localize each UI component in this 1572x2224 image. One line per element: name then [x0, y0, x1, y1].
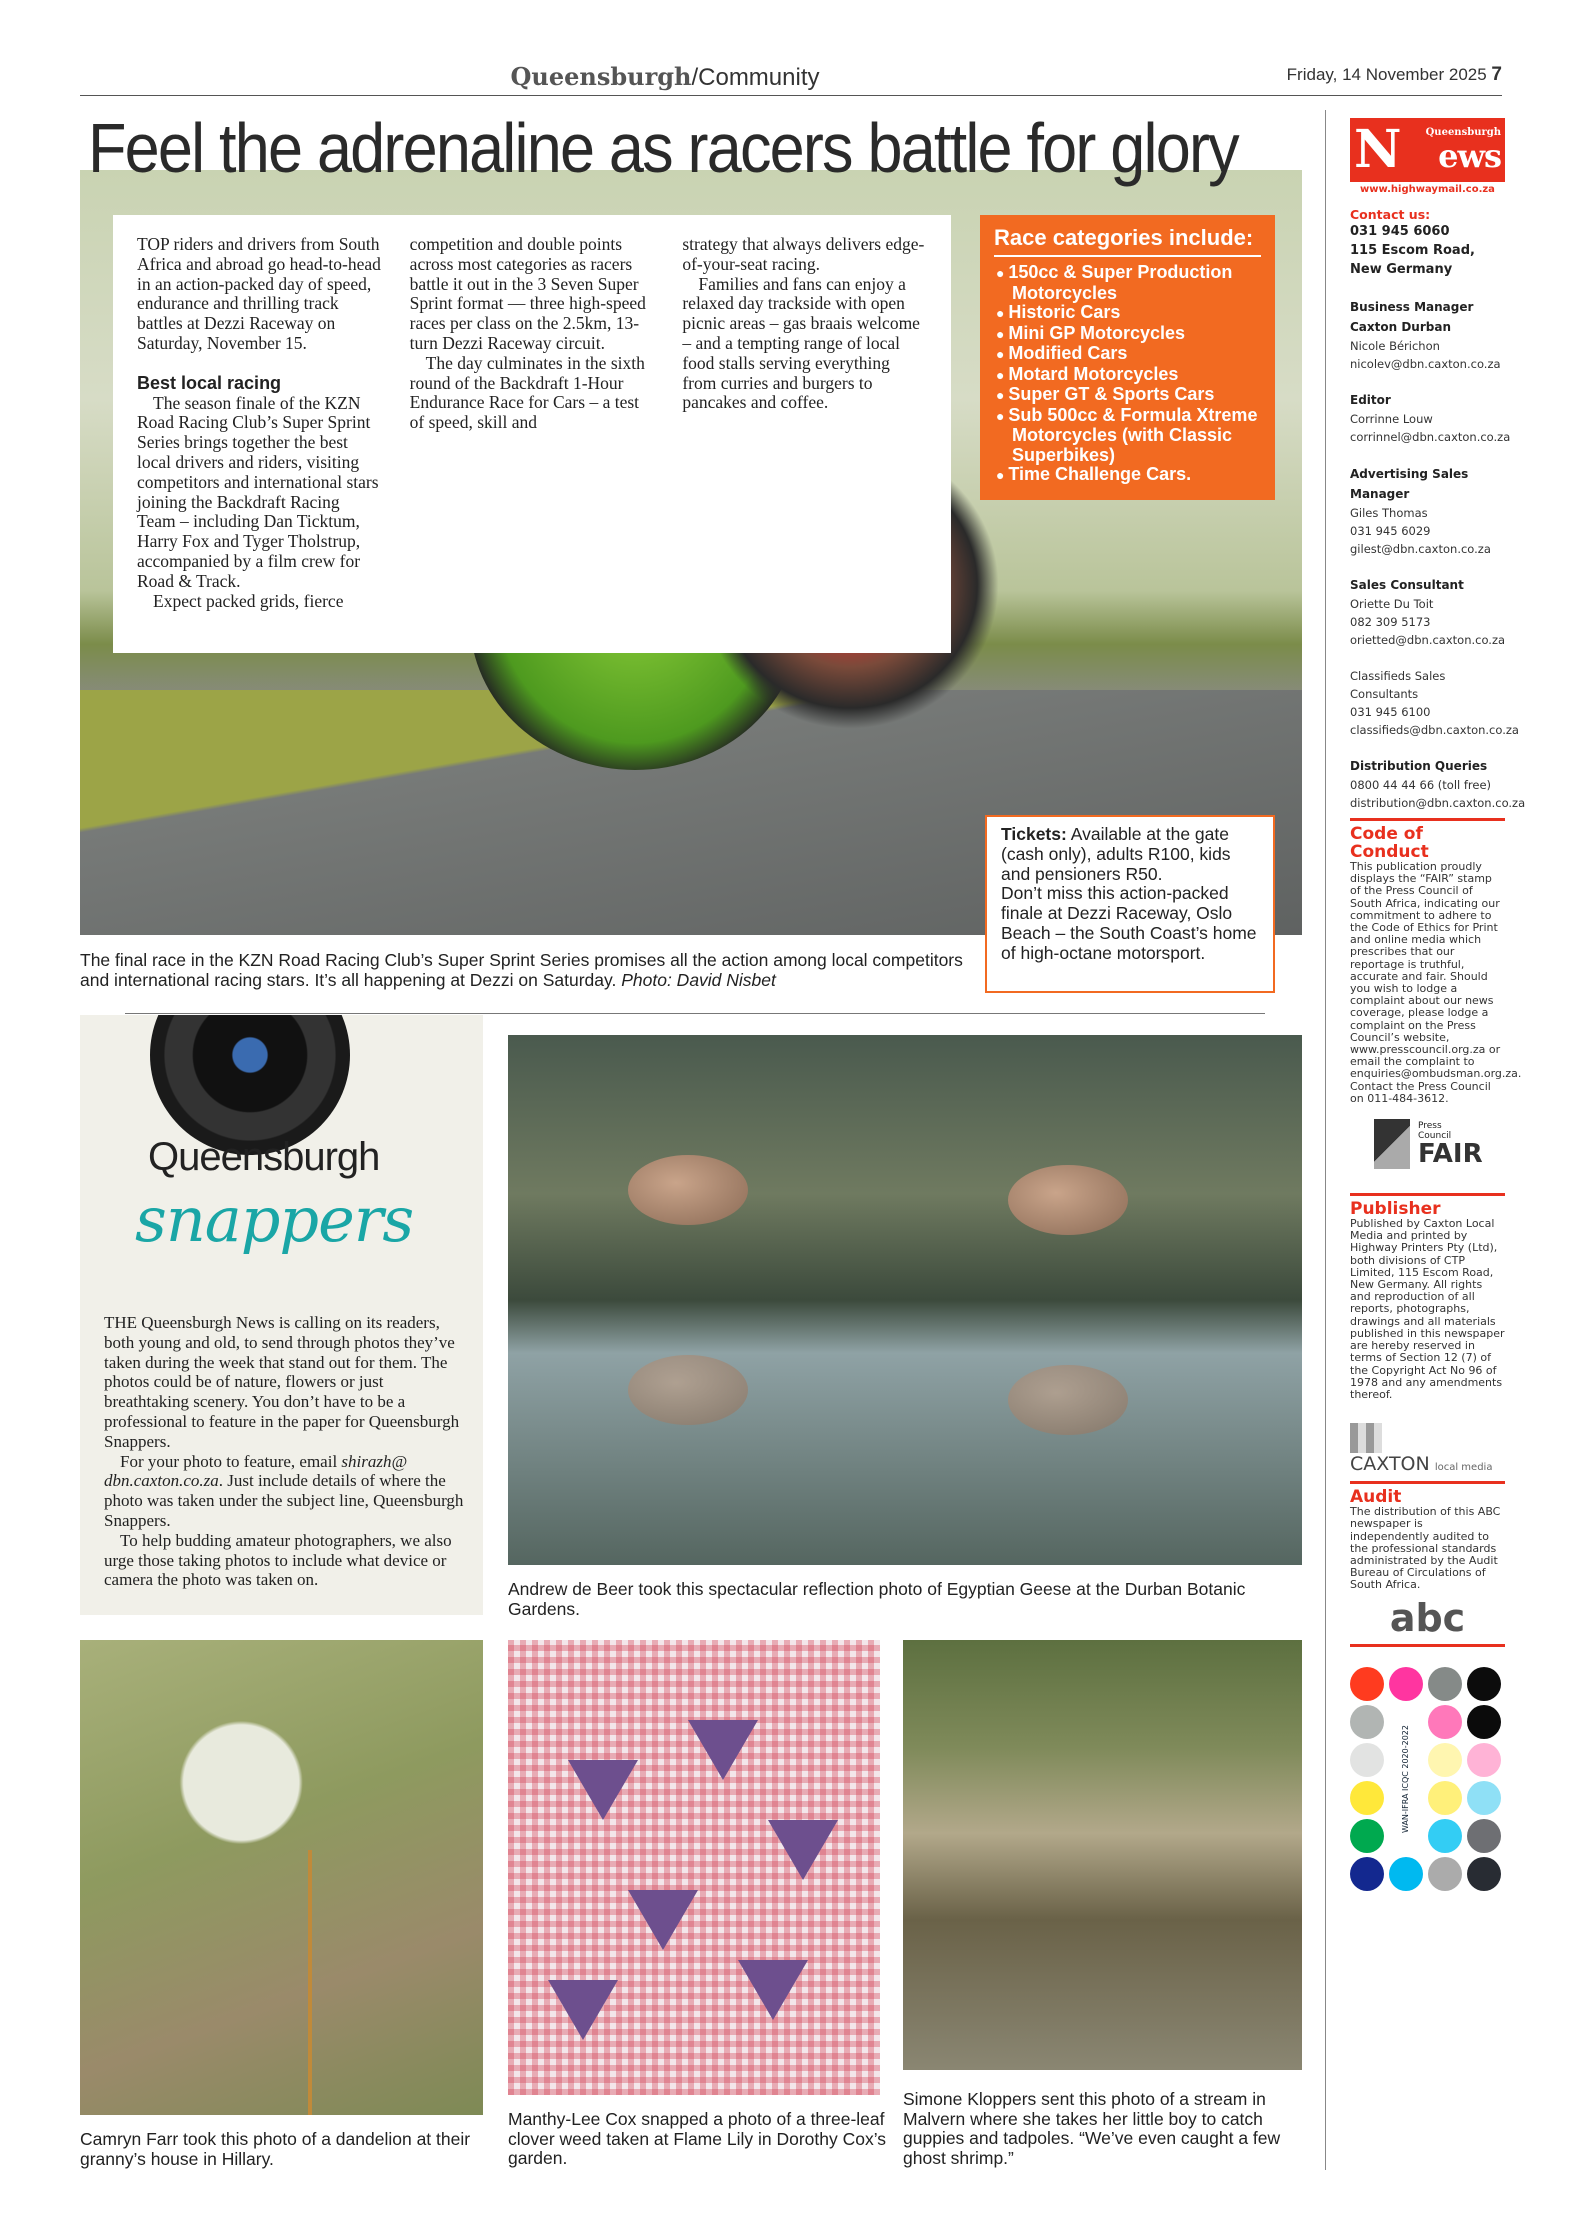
main-photo-caption — [80, 950, 980, 990]
staff-line: 082 309 5173 — [1350, 615, 1431, 629]
headline: Feel the adrenaline as racers battle for glory — [88, 109, 1238, 187]
paragraph: THE Queensburgh News is calling on its readers, both young and old, to send through photos they’ve taken during the week that stand out for them. The photos could be of nature, flowers or just breathtaking scenery. You don’t have to be a professional to feature in the paper for Queensburgh Snappers. — [104, 1313, 460, 1451]
staff-line: gilest@dbn.caxton.co.za — [1350, 542, 1491, 556]
race-categories-box — [980, 215, 1275, 500]
colour-swatch — [1428, 1667, 1462, 1701]
tickets-label: Tickets: — [1001, 824, 1067, 844]
staff-line: Corrinne Louw — [1350, 412, 1433, 426]
colour-swatch — [1467, 1781, 1501, 1815]
colour-swatch — [1389, 1857, 1423, 1891]
audit-title: Audit — [1350, 1487, 1402, 1508]
fair-mark-icon — [1374, 1119, 1410, 1169]
staff-business-manager — [1350, 297, 1505, 373]
stream-caption: Simone Kloppers sent this photo of a stream in Malvern where she takes her little boy to catch guppies and tadpoles. “We’ve even caught a few ghost shrimp.” — [903, 2089, 1281, 2168]
logo-small: Queensburgh — [1425, 127, 1501, 138]
category-item: ● Motard Motorcycles — [994, 365, 1261, 386]
sidebar — [1350, 118, 1526, 1891]
paragraph: The season finale of the KZN Road Racing Club’s Super Sprint Series brings together the best local drivers and riders, visiting competitors and international stars joining the Backdraft Racing Team – including Dan Ticktum, Harry Fox and Tyger Tholstrup, accompanied by a film crew for Road & Track. — [137, 392, 379, 591]
staff-line: 031 945 6029 — [1350, 524, 1431, 538]
staff-line: 0800 44 44 66 (toll free) — [1350, 778, 1492, 792]
press-council-fair-logo — [1350, 1105, 1505, 1187]
divider — [125, 1013, 1265, 1014]
snappers-title: Queensburgh — [148, 1135, 380, 1179]
section-rest: /Community — [691, 64, 820, 91]
text: For your photo to feature, email — [120, 1451, 342, 1471]
category-item: ● Super GT & Sports Cars — [994, 385, 1261, 406]
caption-text: The final race in the KZN Road Racing Club’s Super Sprint Series promises all the action among local competitors and international racing stars. It’s all happening at Dezzi on Saturday. — [80, 950, 963, 990]
category-item: ● Modified Cars — [994, 344, 1261, 365]
dandelion-photo — [80, 1640, 483, 2115]
subheading: Best local racing — [137, 372, 282, 393]
staff-line: Consultants — [1350, 687, 1419, 701]
colour-swatch — [1350, 1819, 1384, 1853]
publisher-title: Publisher — [1350, 1199, 1441, 1220]
snappers-body — [104, 1313, 464, 1590]
geese-photo — [508, 1035, 1302, 1565]
tickets-text: Available at the gate (cash only), adults R100, kids and pensioners R50. — [1001, 824, 1231, 884]
clover-caption: Manthy-Lee Cox snapped a photo of a three-leaf clover weed taken at Flame Lily in Dorothy Cox’s garden. — [508, 2109, 887, 2168]
categories-title: Race categories include: — [994, 225, 1261, 257]
conduct-title: Code of Conduct — [1350, 824, 1429, 862]
colour-swatch — [1467, 1819, 1501, 1853]
category-item: ● 150cc & Super Production Motorcycles — [994, 263, 1261, 303]
paragraph — [104, 1452, 464, 1531]
staff-line: nicolev@dbn.caxton.co.za — [1350, 357, 1501, 371]
colour-swatch — [1428, 1781, 1462, 1815]
colour-swatch — [1467, 1743, 1501, 1777]
red-rule — [1350, 1481, 1505, 1484]
category-item: ● Historic Cars — [994, 303, 1261, 324]
staff-line: corrinnel@dbn.caxton.co.za — [1350, 430, 1511, 444]
paragraph: competition and double points across most categories as racers battle it out in the 3 Seven Super Sprint format — three high-speed races per class on the 2.5km, 13-turn Dezzi Raceway circuit. — [409, 234, 646, 353]
caxton-logo — [1350, 1423, 1505, 1475]
website-link[interactable]: www.highwaymail.co.za — [1360, 184, 1495, 195]
paragraph: To help budding amateur photographers, we also urge those taking photos to include what device or camera the photo was taken on. — [104, 1530, 452, 1590]
colour-swatch — [1350, 1667, 1384, 1701]
staff-editor — [1350, 391, 1511, 446]
publisher-text: Published by Caxton Local Media and printed by Highway Printers Pty (Ltd), both divisions of CTP Limited, 115 Escom Road, New Germany. All rights and reproduction of all reports, photographs, drawings and all materials published in this newspaper are hereby reserved in terms of Section 12 (7) of the Copyright Act No 96 of 1978 and any amendments thereof. — [1350, 1217, 1505, 1401]
conduct-text: This publication proudly displays the “FAIR” stamp of the Press Council of South Africa, indicating our commitment to adhere to the Code of Ethics for Print and online media which prescribes that our reportage is truthful, accurate and fair. Should you wish to lodge a complaint about our news coverage, please lodge a complaint on the Press Council’s website, www.presscouncil.org.za or email the complaint to enquiries@ombudsman.org.za. Contact the Press Council on 011-484-3612. — [1350, 860, 1522, 1105]
header-rule — [80, 95, 1502, 96]
paragraph: TOP riders and drivers from South Africa and abroad go head-to-head in an action-packed day of speed, endurance and thrilling track battles at Dezzi Raceway on Saturday, November 15. — [137, 234, 381, 353]
clover-photo — [508, 1640, 880, 2095]
colour-swatch — [1389, 1667, 1423, 1701]
colour-swatch — [1428, 1819, 1462, 1853]
staff-title: Editor — [1350, 393, 1391, 407]
snappers-script-title: snappers — [135, 1183, 414, 1256]
paragraph: The day culminates in the sixth round of the Backdraft 1-Hour Endurance Race for Cars – a test of speed, skill and — [409, 352, 645, 433]
camera-lens-icon — [150, 1015, 350, 1155]
colour-swatch — [1350, 1857, 1384, 1891]
logo-ews: ews — [1438, 137, 1501, 175]
email-link[interactable]: shirazh@ dbn.caxton.co.za — [104, 1451, 408, 1491]
colour-swatch — [1467, 1857, 1501, 1891]
date-text: Friday, 14 November 2025 — [1286, 65, 1487, 84]
wan-ifra-mark: WAN-IFRA ICQC 2020-2022 — [1401, 1724, 1410, 1833]
staff-line: Oriette Du Toit — [1350, 597, 1434, 611]
caxton-mark-icon — [1350, 1423, 1382, 1453]
staff-line: distribution@dbn.caxton.co.za — [1350, 796, 1526, 810]
contact-line: 115 Escom Road, — [1350, 243, 1475, 258]
dandelion-caption: Camryn Farr took this photo of a dandelion at their granny’s house in Hillary. — [80, 2129, 471, 2169]
photo-credit: Photo: David Nisbet — [621, 970, 776, 990]
news-logo — [1350, 118, 1505, 182]
paragraph: strategy that always delivers edge-of-your-seat racing. — [682, 234, 925, 274]
colour-swatch — [1428, 1743, 1462, 1777]
staff-line: Nicole Bérichon — [1350, 339, 1440, 353]
paragraph: Expect packed grids, fierce — [153, 590, 344, 611]
colour-swatch — [1350, 1743, 1384, 1777]
staff-line: Classifieds Sales — [1350, 669, 1446, 683]
staff-line: Giles Thomas — [1350, 506, 1428, 520]
fair-small: Press Council — [1418, 1121, 1452, 1142]
colour-calibration-swatches — [1350, 1667, 1505, 1891]
staff-line: classifieds@dbn.caxton.co.za — [1350, 723, 1519, 737]
abc-logo: abc — [1389, 1595, 1466, 1640]
colour-swatch — [1350, 1781, 1384, 1815]
staff-classifieds — [1350, 667, 1519, 739]
logo-letter: N — [1354, 119, 1402, 180]
staff-line: orietted@dbn.caxton.co.za — [1350, 633, 1506, 647]
staff-title: Sales Consultant — [1350, 578, 1464, 592]
red-rule — [1350, 1644, 1505, 1647]
category-item: ● Sub 500cc & Formula Xtreme Motorcycles (with Classic Superbikes) — [994, 406, 1261, 466]
page-number: 7 — [1491, 64, 1502, 85]
caxton-sub: local media — [1434, 1462, 1493, 1474]
paragraph: Families and fans can enjoy a relaxed day trackside with open picnic areas – gas braais welcome – and a tempting range of local food stalls serving everything from curries and burgers to pancakes and coffee. — [682, 273, 920, 413]
section-bold: Queensburgh — [510, 62, 692, 91]
category-item: ● Mini GP Motorcycles — [994, 324, 1261, 345]
red-rule — [1350, 818, 1505, 821]
issue-date — [1287, 64, 1502, 86]
staff-title: Distribution Queries — [1350, 759, 1488, 773]
geese-caption: Andrew de Beer took this spectacular reflection photo of Egyptian Geese at the Durban Botanic Gardens. — [508, 1579, 1246, 1619]
colour-swatch — [1467, 1705, 1501, 1739]
fair-big: FAIR — [1418, 1139, 1483, 1170]
section-title — [0, 62, 1330, 92]
staff-title: Advertising Sales Manager — [1350, 467, 1469, 501]
text: . Just include details of where the photo was taken under the subject line, Queensburgh Snappers. — [104, 1471, 464, 1530]
colour-swatch — [1428, 1857, 1462, 1891]
staff-sales — [1350, 576, 1505, 649]
category-item: ● Time Challenge Cars. — [994, 465, 1261, 486]
staff-advertising — [1350, 464, 1505, 558]
tickets-text-2: Don’t miss this action-packed finale at Dezzi Raceway, Oslo Beach – the South Coast’s home of high-octane motorsport. — [1001, 883, 1257, 963]
colour-swatch — [1467, 1667, 1501, 1701]
colour-swatch — [1350, 1705, 1384, 1739]
staff-title: Business Manager Caxton Durban — [1350, 300, 1474, 334]
contact-label: Contact us: — [1350, 207, 1431, 222]
staff-distribution — [1350, 757, 1526, 812]
staff-line: 031 945 6100 — [1350, 705, 1431, 719]
red-rule — [1350, 1193, 1505, 1196]
stream-photo — [903, 1640, 1302, 2070]
contact-line: 031 945 6060 — [1350, 224, 1450, 239]
article-body — [113, 215, 951, 653]
tickets-box — [985, 815, 1275, 993]
contact-line: New Germany — [1350, 262, 1453, 277]
audit-text: The distribution of this ABC newspaper is independently audited to the professional standards administrated by the Audit Bureau of Circulations of South Africa. — [1350, 1505, 1501, 1592]
column-rule — [1325, 110, 1326, 2170]
colour-swatch — [1428, 1705, 1462, 1739]
snappers-panel — [80, 1015, 483, 1615]
caxton-text: CAXTON — [1350, 1453, 1430, 1476]
